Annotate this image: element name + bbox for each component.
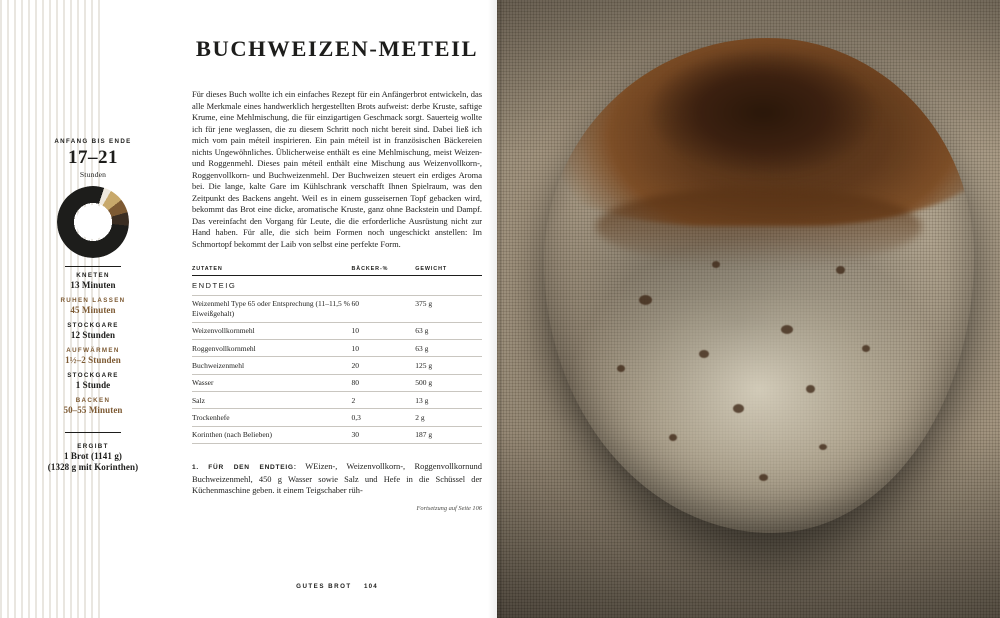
list-item: [0, 372, 186, 390]
cell-weight: 187 g: [415, 426, 482, 443]
table-row: [192, 374, 482, 391]
ingredients-table-wrapper: [192, 266, 482, 444]
time-donut-chart: [0, 186, 186, 262]
cell-ingredient: Roggenvollkornmehl: [192, 339, 352, 356]
donut-hole-center: [76, 205, 110, 239]
method-paragraph: [192, 461, 482, 497]
cell-weight: 375 g: [415, 295, 482, 322]
cell-percent: 30: [352, 426, 416, 443]
cell-weight: 63 g: [415, 339, 482, 356]
left-page: [0, 0, 497, 618]
table-row: [192, 339, 482, 356]
column-header-bakers-percent: BÄCKER-%: [352, 266, 416, 276]
cell-weight: 63 g: [415, 322, 482, 339]
cell-percent: 2: [352, 392, 416, 409]
cell-weight: 13 g: [415, 392, 482, 409]
table-header-row: [192, 266, 482, 276]
footer-page-number: 104: [363, 583, 378, 590]
recipe-photo: [497, 0, 1000, 618]
cell-ingredient: Wasser: [192, 374, 352, 391]
cell-percent: 80: [352, 374, 416, 391]
column-header-weight: GEWICHT: [415, 266, 482, 276]
step-value: 12 Stunden: [70, 330, 116, 340]
total-time-value: 17–21: [68, 147, 118, 168]
method-step-label: FÜR DEN ENDTEIG: [208, 464, 294, 472]
ingredients-table: [192, 266, 482, 444]
recipe-sidebar: [0, 0, 186, 618]
list-item: [0, 397, 186, 415]
table-section-row: [192, 276, 482, 296]
loaf-flour-dusting: [570, 236, 948, 533]
table-section-label: ENDTEIG: [192, 276, 482, 296]
sidebar-divider-top: [0, 266, 186, 267]
cell-percent: 10: [352, 322, 416, 339]
step-value: 50–55 Minuten: [63, 405, 123, 415]
cell-ingredient: Salz: [192, 392, 352, 409]
method-step-text: : WEizen-, Weizenvollkorn-, Roggenvollkornund Buchweizenmehl, 450 g Wasser sowie Salz und Hefe in die Schüssel der Küchenmaschine geben. it einem Teigschaber rüh-: [192, 461, 482, 496]
cell-ingredient: Weizenmehl Type 65 oder Entsprechung (11–11,5 % Eiweißgehalt): [192, 295, 352, 322]
table-row: [192, 295, 482, 322]
list-item: [0, 297, 186, 315]
cell-ingredient: Weizenvollkornmehl: [192, 322, 352, 339]
page-footer: [192, 583, 482, 590]
loaf-scoring-ear: [596, 187, 923, 266]
cell-ingredient: Buchweizenmehl: [192, 357, 352, 374]
table-row: [192, 426, 482, 443]
footer-book-title: GUTES BROT: [296, 583, 352, 590]
yield-block: [0, 443, 186, 472]
step-label: RUHEN LASSEN: [60, 297, 126, 304]
process-steps-list: [0, 272, 186, 415]
list-item: [0, 272, 186, 290]
cell-percent: 60: [352, 295, 416, 322]
recipe-content: [192, 0, 482, 618]
table-row: [192, 322, 482, 339]
step-value: 45 Minuten: [70, 305, 116, 315]
method-step-number: 1.: [192, 464, 199, 472]
table-row: [192, 357, 482, 374]
cell-percent: 20: [352, 357, 416, 374]
intro-paragraph: Für dieses Buch wollte ich ein einfaches Rezept für ein Anfängerbrot entwickeln, das alle Merkmale eines handwerklich hergestellten Brots aufweist: derbe Kruste, saftige Krume, eine Mehlmischung, die für einzigartigen Geschmack sorgt. Sauerteig wollte ich für jene weglassen, die zu diesem Schritt noch nicht bereit sind. Dabei ließ ich mich vom pain méteil inspirieren. Ein pain méteil ist in französischen Bäckereien nichts Ungewöhnliches. Üblicherweise enthält es eine Mehlmischung, meist Weizen- und Roggenmehl. Dieses pain méteil enthält eine Mischung aus Weizenvollkorn-, Roggenvollkorn- und Buchweizenmehl. Der Buchweizen steuert ein erdiges Aroma bei. Die lange, kalte Gare im Kühlschrank verschafft Ihnen Spielraum, was den Zeitpunkt des Backens angeht. Weil es in einem gusseisernen Topf gebacken wird, bekommt das Brot eine dicke, aromatische Kruste, ganz ohne Backstein und Dampf. Das vereinfacht den Vorgang für Leute, die die erforderliche Ausrüstung nicht zur Hand haben. Für alle, die sich beim Formen noch ungeschickt anstellen: Im Schmortopf bekommt der Laib von selbst eine perfekte Form.: [192, 89, 482, 249]
cell-ingredient: Trockenhefe: [192, 409, 352, 426]
step-label: BACKEN: [75, 397, 111, 404]
step-label: STOCKGARE: [67, 322, 119, 329]
cell-weight: 125 g: [415, 357, 482, 374]
page-title: BUCHWEIZEN-METEIL: [195, 36, 479, 61]
total-time-label: ANFANG BIS ENDE: [54, 138, 132, 145]
table-row: [192, 392, 482, 409]
cell-weight: 2 g: [415, 409, 482, 426]
loaf-charred-area: [647, 48, 879, 177]
yield-line-2: (1328 g mit Korinthen): [47, 462, 139, 472]
column-header-ingredient: ZUTATEN: [192, 266, 352, 276]
yield-label: ERGIBT: [77, 443, 109, 450]
total-time-block: [0, 138, 186, 179]
yield-line-1: 1 Brot (1141 g): [63, 451, 123, 461]
step-value: 13 Minuten: [70, 280, 116, 290]
sidebar-divider-bottom: [0, 432, 186, 433]
step-label: AUFWÄRMEN: [66, 347, 120, 354]
step-value: 1 Stunde: [75, 380, 111, 390]
cell-percent: 10: [352, 339, 416, 356]
step-label: STOCKGARE: [67, 372, 119, 379]
step-label: KNETEN: [76, 272, 110, 279]
list-item: [0, 347, 186, 365]
bread-loaf: [544, 38, 974, 533]
list-item: [0, 322, 186, 340]
table-row: [192, 409, 482, 426]
continuation-note: Fortsetzung auf Seite 106: [416, 505, 482, 513]
cell-ingredient: Korinthen (nach Belieben): [192, 426, 352, 443]
total-time-unit: Stunden: [79, 170, 107, 179]
cell-weight: 500 g: [415, 374, 482, 391]
cell-percent: 0,3: [352, 409, 416, 426]
step-value: 1½–2 Stunden: [65, 355, 121, 365]
